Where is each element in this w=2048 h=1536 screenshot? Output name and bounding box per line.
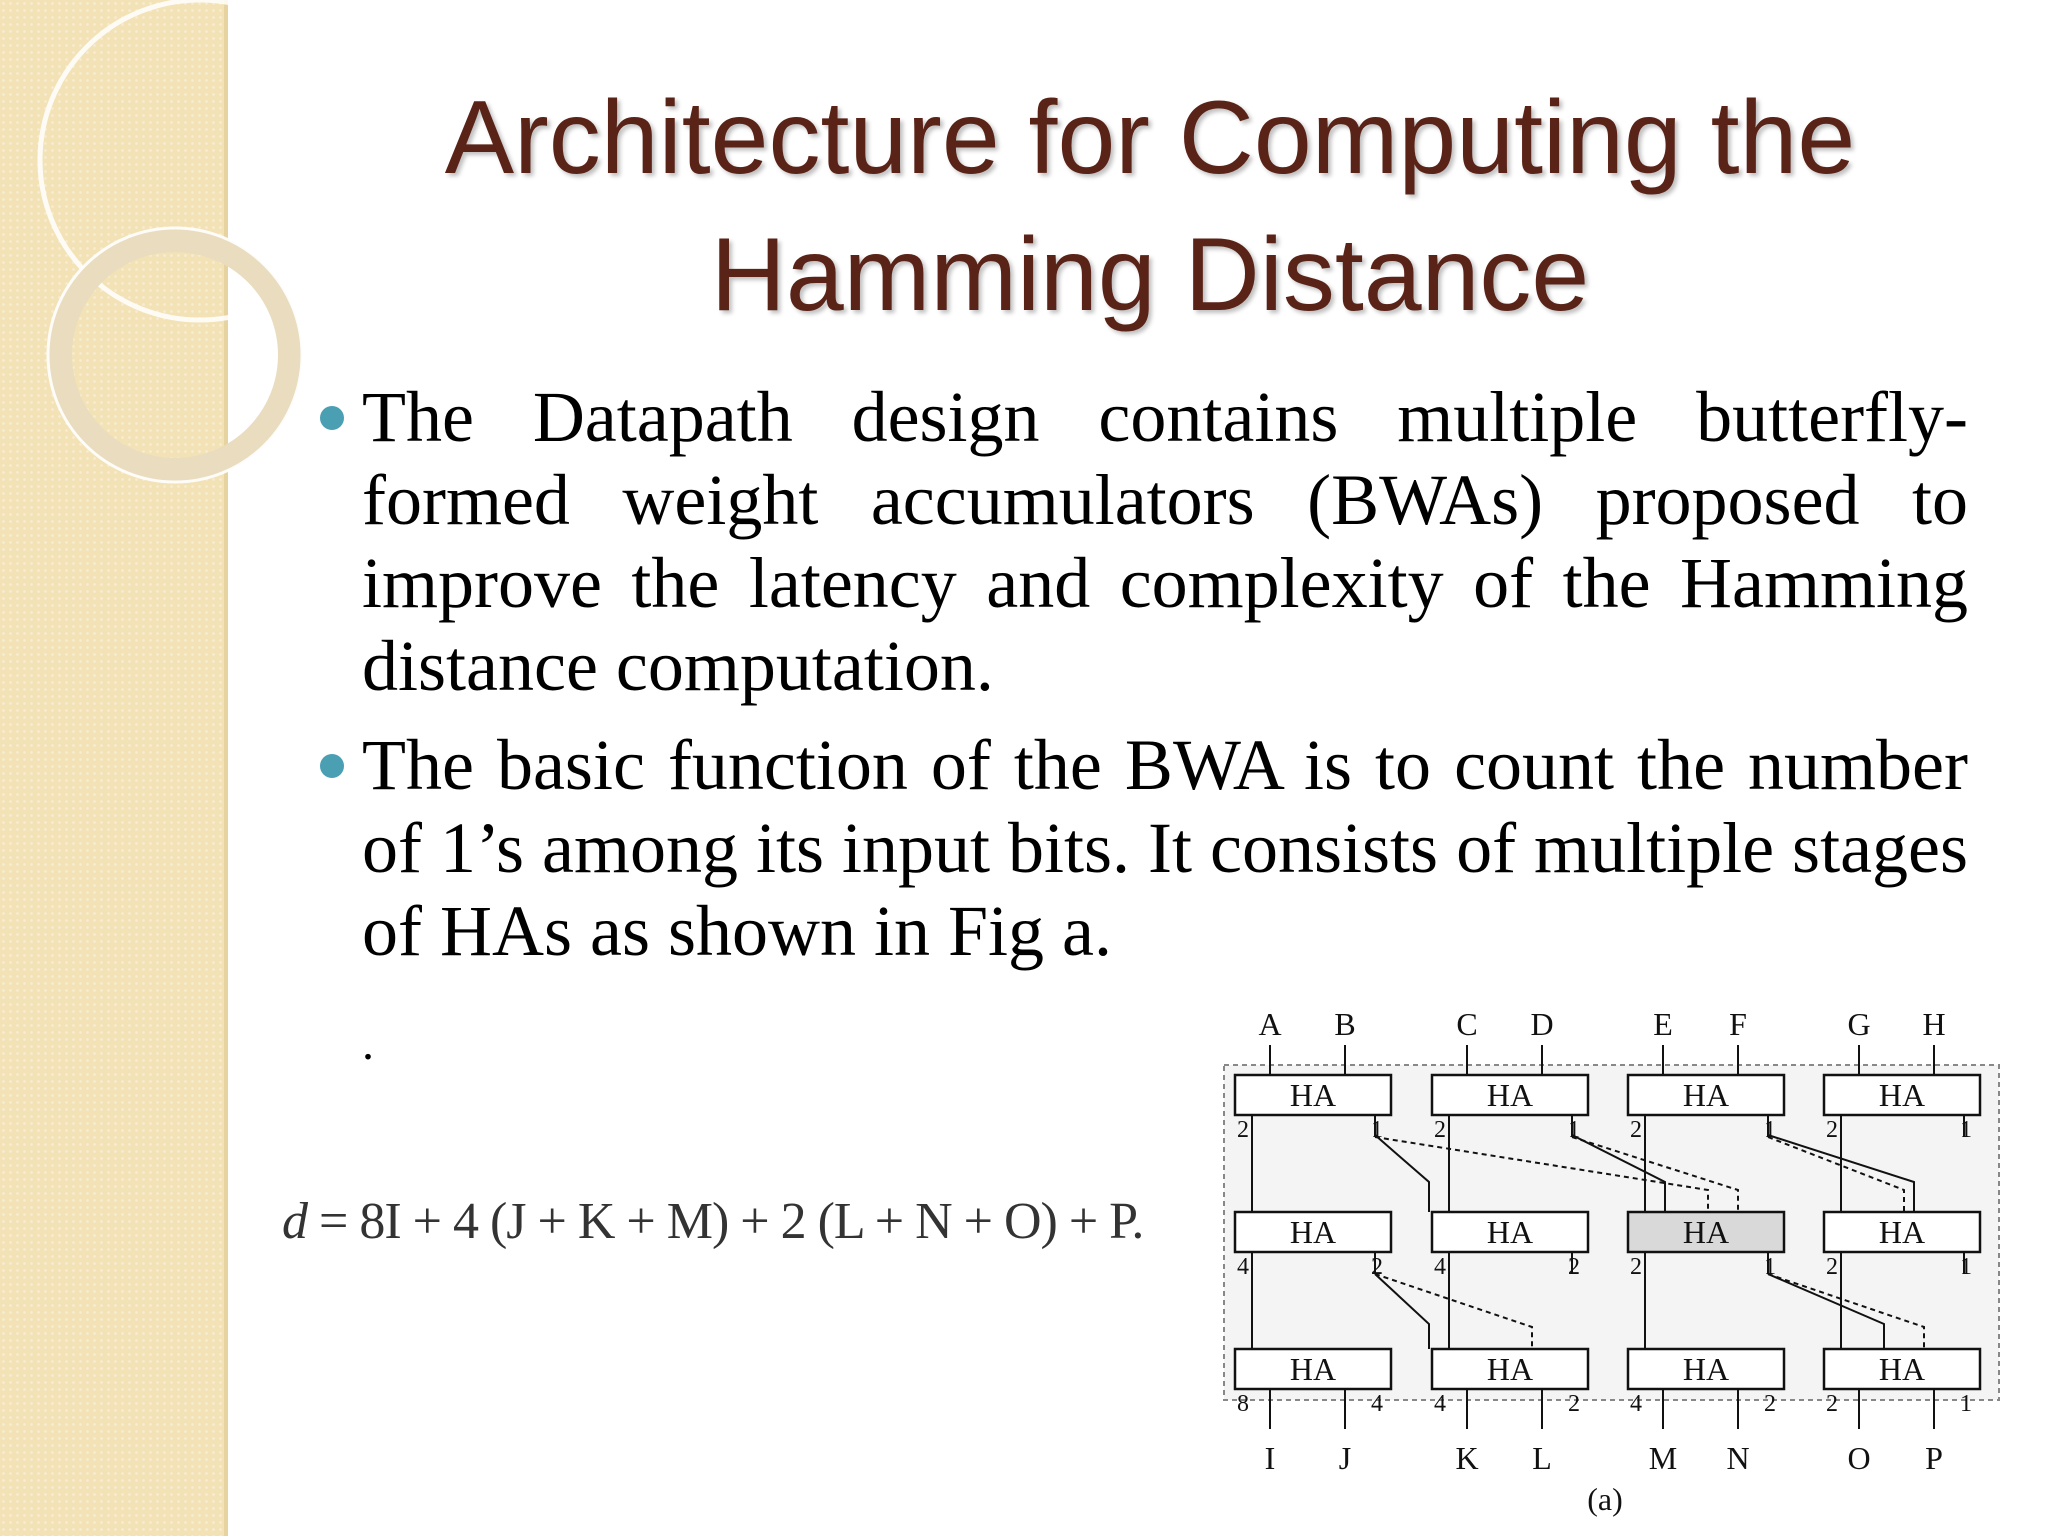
bwa-diagram	[1210, 995, 2010, 1530]
weight-label: 1	[1764, 1254, 1776, 1280]
slide-title	[260, 70, 2040, 344]
half-adder-label: HA	[1289, 1351, 1337, 1387]
half-adder-label: HA	[1486, 1214, 1534, 1250]
bullet-dot-icon	[320, 406, 344, 430]
weight-label: 1	[1960, 1391, 1972, 1417]
weight-label: 2	[1630, 1254, 1642, 1280]
weight-label: 1	[1960, 1254, 1972, 1280]
weight-label: 4	[1630, 1391, 1642, 1417]
input-label: B	[1334, 1006, 1356, 1042]
output-label: P	[1925, 1440, 1943, 1476]
equation-lhs: d	[282, 1193, 307, 1250]
stray-period: .	[362, 1017, 374, 1070]
weight-label: 2	[1630, 1117, 1642, 1143]
half-adder-label: HA	[1289, 1214, 1337, 1250]
half-adder-label: HA	[1486, 1077, 1534, 1113]
weight-label: 8	[1237, 1391, 1249, 1417]
output-label: L	[1532, 1440, 1552, 1476]
weight-label: 1	[1371, 1117, 1383, 1143]
weight-label: 2	[1237, 1117, 1249, 1143]
input-label: F	[1729, 1006, 1747, 1042]
half-adder-label: HA	[1486, 1351, 1534, 1387]
output-label: N	[1726, 1440, 1750, 1476]
half-adder-label: HA	[1289, 1077, 1337, 1113]
weight-label: 4	[1434, 1391, 1446, 1417]
input-label: C	[1456, 1006, 1478, 1042]
weight-label: 2	[1826, 1254, 1838, 1280]
weight-label: 2	[1434, 1117, 1446, 1143]
input-label: D	[1530, 1006, 1554, 1042]
weight-label: 2	[1826, 1117, 1838, 1143]
output-label: K	[1455, 1440, 1479, 1476]
half-adder-label: HA	[1878, 1214, 1926, 1250]
half-adder-label: HA	[1682, 1351, 1730, 1387]
weight-label: 2	[1568, 1391, 1580, 1417]
half-adder-label: HA	[1682, 1214, 1730, 1250]
equation-rhs: = 8I + 4 (J + K + M) + 2 (L + N + O) + P.	[307, 1193, 1144, 1250]
half-adder-label: HA	[1878, 1077, 1926, 1113]
bullet-text: The basic function of the BWA is to count the number of 1’s among its input bits. It consists of multiple stages of HAs as shown in Fig a.	[362, 725, 1968, 971]
input-label: H	[1922, 1006, 1946, 1042]
weight-label: 4	[1237, 1254, 1249, 1280]
weight-label: 1	[1764, 1117, 1776, 1143]
figure-caption: (a)	[1587, 1481, 1623, 1517]
weight-label: 2	[1568, 1254, 1580, 1280]
output-label: O	[1847, 1440, 1871, 1476]
weight-label: 2	[1764, 1391, 1776, 1417]
weight-label: 2	[1826, 1391, 1838, 1417]
half-adder-label: HA	[1878, 1351, 1926, 1387]
output-label: M	[1648, 1440, 1678, 1476]
input-label: A	[1258, 1006, 1282, 1042]
title-line-2: Hamming Distance	[710, 217, 1590, 333]
bullet-item-datapath	[362, 376, 1968, 708]
weight-label: 2	[1371, 1254, 1383, 1280]
input-label: E	[1653, 1006, 1673, 1042]
weight-label: 4	[1371, 1391, 1383, 1417]
weight-label: 1	[1568, 1117, 1580, 1143]
output-label: J	[1338, 1440, 1352, 1476]
hamming-distance-equation	[282, 1192, 1143, 1251]
weight-label: 1	[1960, 1117, 1972, 1143]
output-label: I	[1264, 1440, 1276, 1476]
bullet-text: The Datapath design contains multiple butterfly-formed weight accumulators (BWAs) proposed to improve the latency and complexity of the Hamming distance computation.	[362, 377, 1968, 706]
bullet-dot-icon	[320, 754, 344, 778]
bullet-item-bwa-function	[362, 724, 1968, 973]
title-line-1: Architecture for Computing the	[444, 80, 1856, 196]
half-adder-label: HA	[1682, 1077, 1730, 1113]
weight-label: 4	[1434, 1254, 1446, 1280]
input-label: G	[1847, 1006, 1871, 1042]
